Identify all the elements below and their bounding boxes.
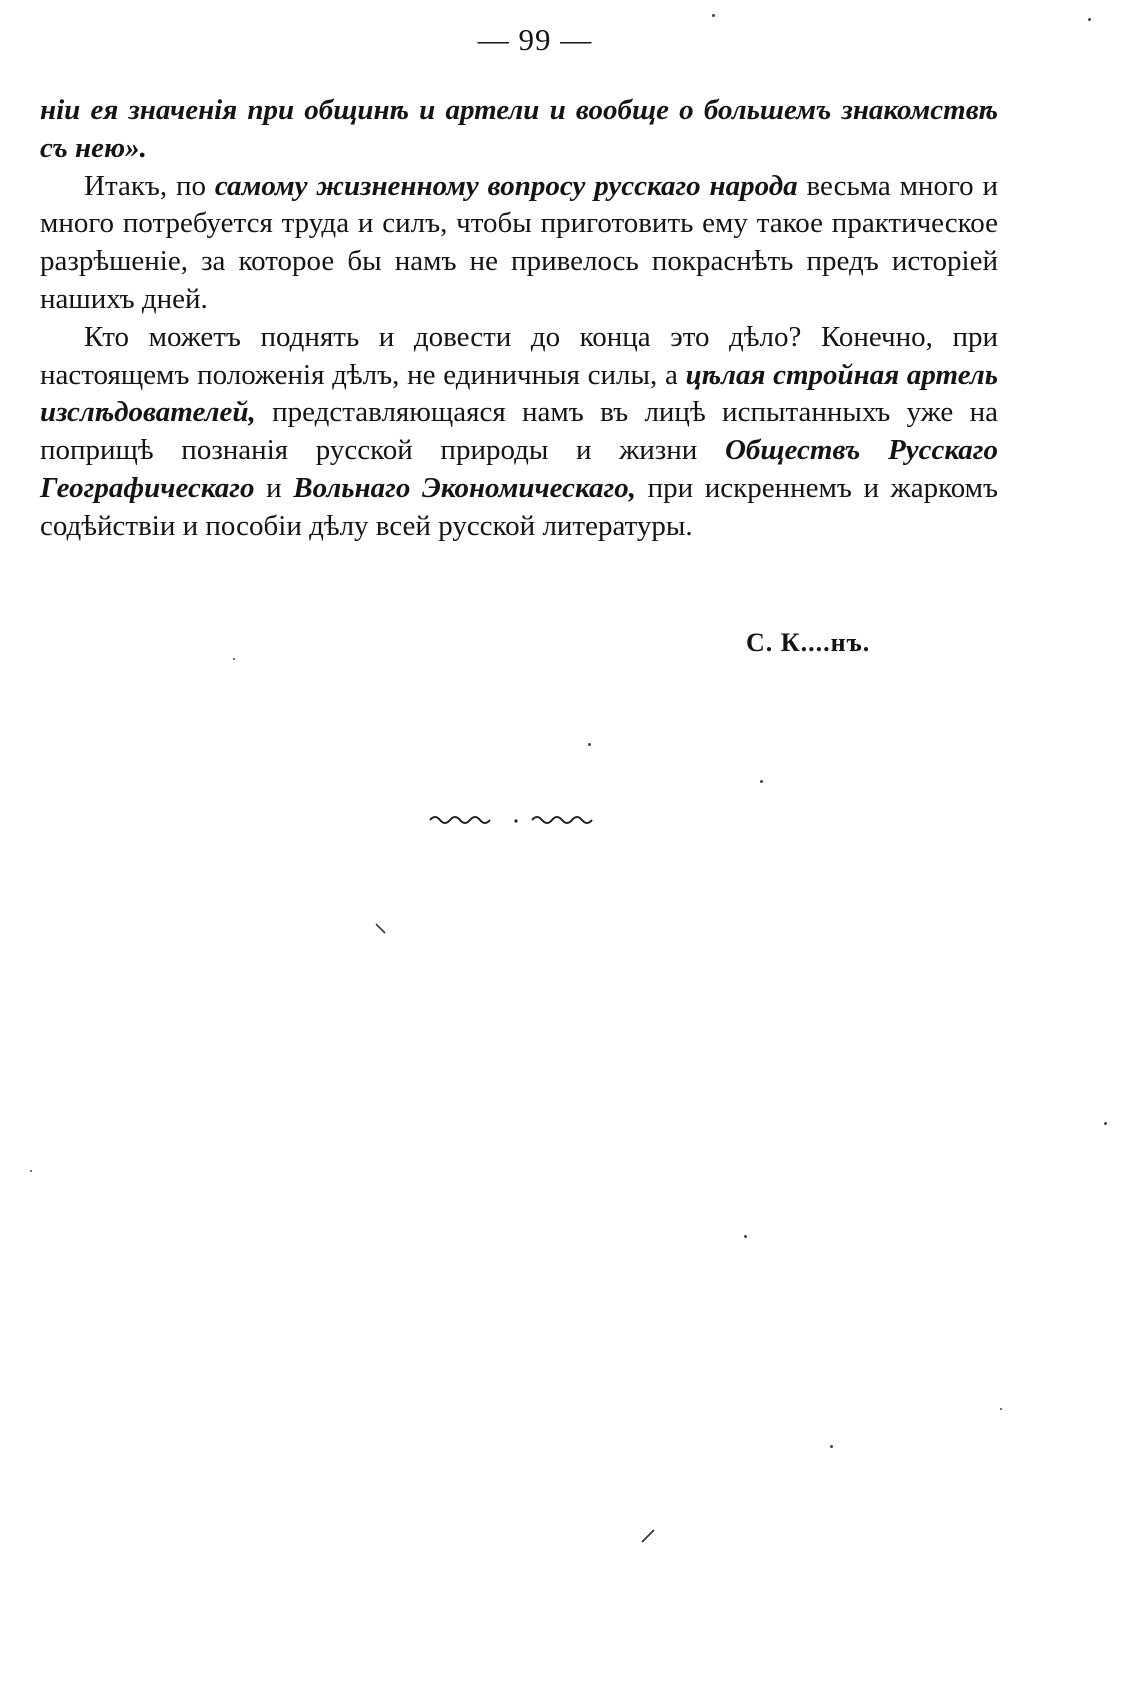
print-speck: [588, 743, 591, 746]
print-speck: [760, 780, 763, 783]
print-speck: [233, 658, 235, 660]
print-speck: [744, 1235, 747, 1238]
print-mark-icon: [374, 922, 388, 936]
text-segment: при искреннемъ и жаркомъ содѣйствіи и пособіи дѣлу всей русской литературы.: [40, 471, 998, 542]
author-signature: С. К....нъ.: [746, 628, 871, 657]
paragraph-continuation: [40, 92, 998, 168]
text-segment: и: [254, 471, 294, 504]
print-speck: [1088, 18, 1091, 21]
italic-segment: самому жизненному вопросу русскаго народа: [214, 169, 798, 202]
print-mark-icon: [640, 1528, 656, 1544]
text-segment: Кто можетъ поднять и довести до конца это дѣло? Конечно, при настоящемъ положенія дѣлъ, не единичныя силы, а: [40, 320, 998, 391]
page-number: — 99 —: [477, 22, 593, 57]
print-speck: [1104, 1122, 1107, 1125]
italic-segment: цѣлая стройная артель изслѣдователей,: [40, 358, 999, 429]
print-speck: [1000, 1408, 1002, 1410]
print-speck: [30, 1170, 32, 1172]
end-ornament-icon: [428, 812, 604, 828]
italic-segment: Вольнаго Экономическаго,: [293, 471, 636, 504]
print-speck: [830, 1445, 833, 1448]
text-segment: представляющаяся намъ въ лицѣ испытанныхъ уже на поприщѣ познанія русской природы и жизни: [40, 396, 998, 467]
text-segment: Итакъ, по: [84, 169, 215, 202]
text-segment: весьма много и много потребуется труда и силъ, чтобы приготовить ему такое практическое разрѣшеніе, за которое бы намъ не привелось покраснѣть предъ исторіей нашихъ дней.: [40, 169, 998, 315]
paragraph-so-then: [40, 168, 998, 319]
italic-segment: Обществъ Русскаго Географическаго: [40, 434, 998, 504]
print-speck: [712, 14, 715, 17]
body-text: [40, 92, 998, 546]
text-segment: ніи ея значенія при общинѣ и артели и вообще о большемъ знакомствѣ съ нею».: [40, 94, 998, 164]
paragraph-who-can: [40, 319, 998, 546]
